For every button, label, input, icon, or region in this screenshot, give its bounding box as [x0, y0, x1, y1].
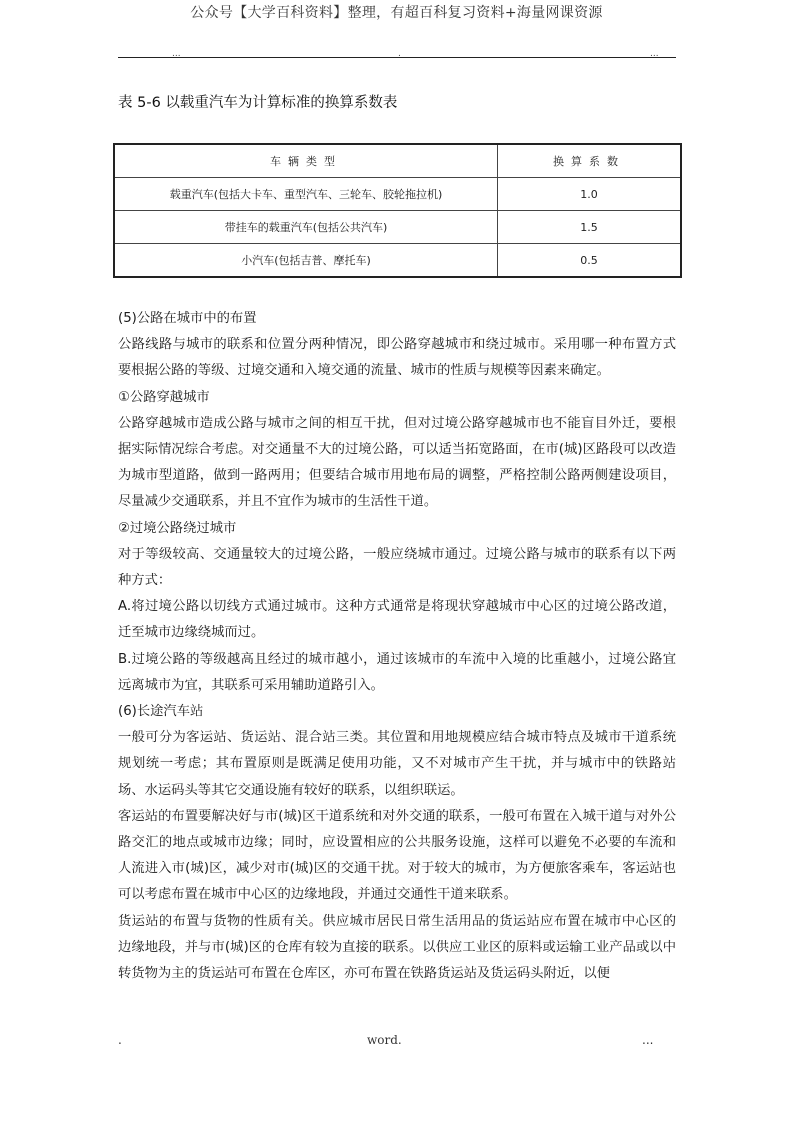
table-caption: 表 5-6 以载重汽车为计算标准的换算系数表	[118, 95, 398, 111]
paragraph: 公路线路与城市的联系和位置分两种情况，即公路穿越城市和绕过城市。采用哪一种布置方式要根据公路的等级、过境交通和入境交通的流量、城市的性质与规模等因素来确定。	[118, 337, 676, 379]
header-rule	[118, 57, 676, 58]
section-heading: (5)公路在城市中的布置	[118, 311, 257, 326]
list-item: A.将过境公路以切线方式通过城市。这种方式通常是将现状穿越城市中心区的过境公路改道，迁至城市边缘绕城而过。	[118, 599, 676, 641]
paragraph: 对于等级较高、交通量较大的过境公路，一般应绕城市通过。过境公路与城市的联系有以下两种方式：	[118, 546, 676, 589]
header-mark-mid: .	[398, 49, 401, 59]
cell-vehicle: 带挂车的载重汽车(包括公共汽车)	[114, 211, 498, 244]
footer-label: word.	[367, 1033, 402, 1047]
header-vehicle-type: 车辆类型	[114, 144, 498, 178]
cell-coefficient: 1.5	[498, 211, 682, 244]
cell-vehicle: 小汽车(包括吉普、摩托车)	[114, 244, 498, 278]
header-coefficient: 换算系数	[498, 144, 682, 178]
paragraph: 一般可分为客运站、货运站、混合站三类。其位置和用地规模应结合城市特点及城市干道系统规划统一考虑；其布置原则是既满足使用功能，又不对城市产生干扰，并与城市中的铁路站场、水运码头等其它交通设施有较好的联系，以组织联运。	[118, 730, 676, 798]
list-item: B.过境公路的等级越高且经过的城市越小，通过该城市的车流中入境的比重越小，过境公路宜远离城市为宜，其联系可采用辅助道路引入。	[118, 651, 676, 693]
cell-vehicle: 载重汽车(包括大卡车、重型汽车、三轮车、胶轮拖拉机)	[114, 178, 498, 211]
paragraph: 公路穿越城市造成公路与城市之间的相互干扰，但对过境公路穿越城市也不能盲目外迁，要根据实际情况综合考虑。对交通量不大的过境公路，可以适当拓宽路面，在市(城)区路段可以改造为城市型道路，做到一路两用；但要结合城市用地布局的调整，严格控制公路两侧建设项目，尽量减少交通联系，并且不宜作为城市的生活性干道。	[118, 415, 676, 510]
section-heading: (6)长途汽车站	[118, 704, 204, 720]
table-row	[114, 178, 681, 211]
subsection-heading: ②过境公路绕过城市	[118, 520, 237, 536]
table-row	[114, 211, 681, 244]
subsection-heading: ①公路穿越城市	[118, 389, 210, 405]
footer-mark-left: .	[118, 1033, 122, 1047]
watermark-banner: 公众号【大学百科资料】整理，有超百科复习资料+海量网课资源	[190, 5, 603, 21]
paragraph: 客运站的布置要解决好与市(城)区干道系统和对外交通的联系，一般可布置在入城干道与对外公路交汇的地点或城市边缘；同时，应设置相应的公共服务设施，这样可以避免不必要的车流和人流进入市(城)区，减少对市(城)区的交通干扰。对于较大的城市，为方便旅客乘车，客运站也可以考虑布置在城市中心区的边缘地段，并通过交通性干道来联系。	[118, 808, 676, 903]
conversion-table	[113, 143, 682, 278]
header-mark-left: ...	[172, 49, 181, 59]
paragraph: 货运站的布置与货物的性质有关。供应城市居民日常生活用品的货运站应布置在城市中心区的边缘地段，并与市(城)区的仓库有较为直接的联系。以供应工业区的原料或运输工业产品或以中转货物为主的货运站可布置在仓库区，亦可布置在铁路货运站及货运码头附近，以便	[118, 913, 676, 982]
cell-coefficient: 0.5	[498, 244, 682, 278]
body-text	[118, 306, 676, 987]
header-mark-right: ...	[650, 49, 659, 59]
cell-coefficient: 1.0	[498, 178, 682, 211]
table-row	[114, 244, 681, 278]
table-header-row	[114, 144, 681, 178]
footer-mark-right: ...	[642, 1033, 654, 1047]
